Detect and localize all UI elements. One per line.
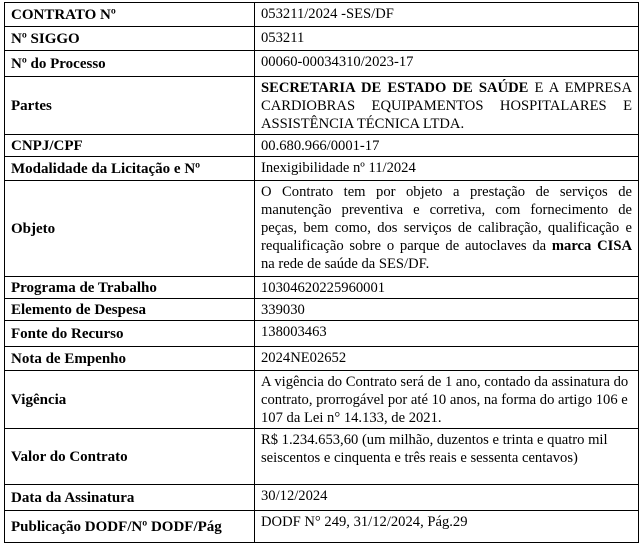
- label-partes: Partes: [5, 77, 255, 135]
- value-data: 30/12/2024: [255, 485, 639, 511]
- value-partes-rest: E A EMPRESA CARDIOBRAS EQUIPAMENTOS HOSPITALARES E ASSISTÊNCIA TÉCNICA LTDA.: [261, 80, 632, 132]
- row-contrato: [5, 3, 639, 27]
- value-elemento: 339030: [255, 299, 639, 321]
- value-objeto-bold: marca CISA: [551, 238, 632, 254]
- value-publicacao: DODF N° 249, 31/12/2024, Pág.29: [255, 511, 639, 543]
- row-vigencia: [5, 371, 639, 429]
- label-cnpj: CNPJ/CPF: [5, 135, 255, 157]
- value-fonte: 138003463: [255, 321, 639, 347]
- row-partes: [5, 77, 639, 135]
- row-data: [5, 485, 639, 511]
- label-elemento: Elemento de Despesa: [5, 299, 255, 321]
- label-siggo: Nº SIGGO: [5, 27, 255, 51]
- row-valor: [5, 429, 639, 485]
- label-valor: Valor do Contrato: [5, 429, 255, 485]
- value-programa: 10304620225960001: [255, 277, 639, 299]
- label-contrato: CONTRATO Nº: [5, 3, 255, 27]
- label-modalidade: Modalidade da Licitação e Nº: [5, 157, 255, 181]
- value-valor: R$ 1.234.653,60 (um milhão, duzentos e trinta e quatro mil seiscentos e cinquenta e três reais e sessenta centavos): [255, 429, 639, 485]
- value-siggo: 053211: [255, 27, 639, 51]
- value-vigencia: A vigência do Contrato será de 1 ano, contado da assinatura do contrato, prorrogável por até 10 anos, na forma do artigo 106 e 107 da Lei n° 14.133, de 2021.: [255, 371, 639, 429]
- label-empenho: Nota de Empenho: [5, 347, 255, 371]
- label-vigencia: Vigência: [5, 371, 255, 429]
- value-modalidade: Inexigibilidade nº 11/2024: [255, 157, 639, 181]
- row-objeto: [5, 181, 639, 277]
- value-objeto-tail: na rede de saúde da SES/DF.: [261, 256, 430, 272]
- label-fonte: Fonte do Recurso: [5, 321, 255, 347]
- label-data: Data da Assinatura: [5, 485, 255, 511]
- value-partes: [255, 77, 639, 135]
- row-modalidade: [5, 157, 639, 181]
- row-elemento: [5, 299, 639, 321]
- label-objeto: Objeto: [5, 181, 255, 277]
- row-cnpj: [5, 135, 639, 157]
- value-contrato: 053211/2024 -SES/DF: [255, 3, 639, 27]
- label-publicacao: Publicação DODF/Nº DODF/Pág: [5, 511, 255, 543]
- row-fonte: [5, 321, 639, 347]
- contract-summary-table: [4, 2, 639, 543]
- row-siggo: [5, 27, 639, 51]
- value-cnpj: 00.680.966/0001-17: [255, 135, 639, 157]
- value-partes-bold: SECRETARIA DE ESTADO DE SAÚDE: [261, 80, 529, 96]
- row-empenho: [5, 347, 639, 371]
- row-publicacao: [5, 511, 639, 543]
- value-objeto: [255, 181, 639, 277]
- row-processo: [5, 51, 639, 77]
- value-empenho: 2024NE02652: [255, 347, 639, 371]
- row-programa: [5, 277, 639, 299]
- value-processo: 00060-00034310/2023-17: [255, 51, 639, 77]
- label-processo: Nº do Processo: [5, 51, 255, 77]
- value-objeto-text: O Contrato tem por objeto a prestação de serviços de manutenção preventiva e corretiva, com fornecimento de peças, bem como, dos serviços de calibração, qualificação e requalificação sobre o parque de autoclaves da: [261, 184, 632, 254]
- label-programa: Programa de Trabalho: [5, 277, 255, 299]
